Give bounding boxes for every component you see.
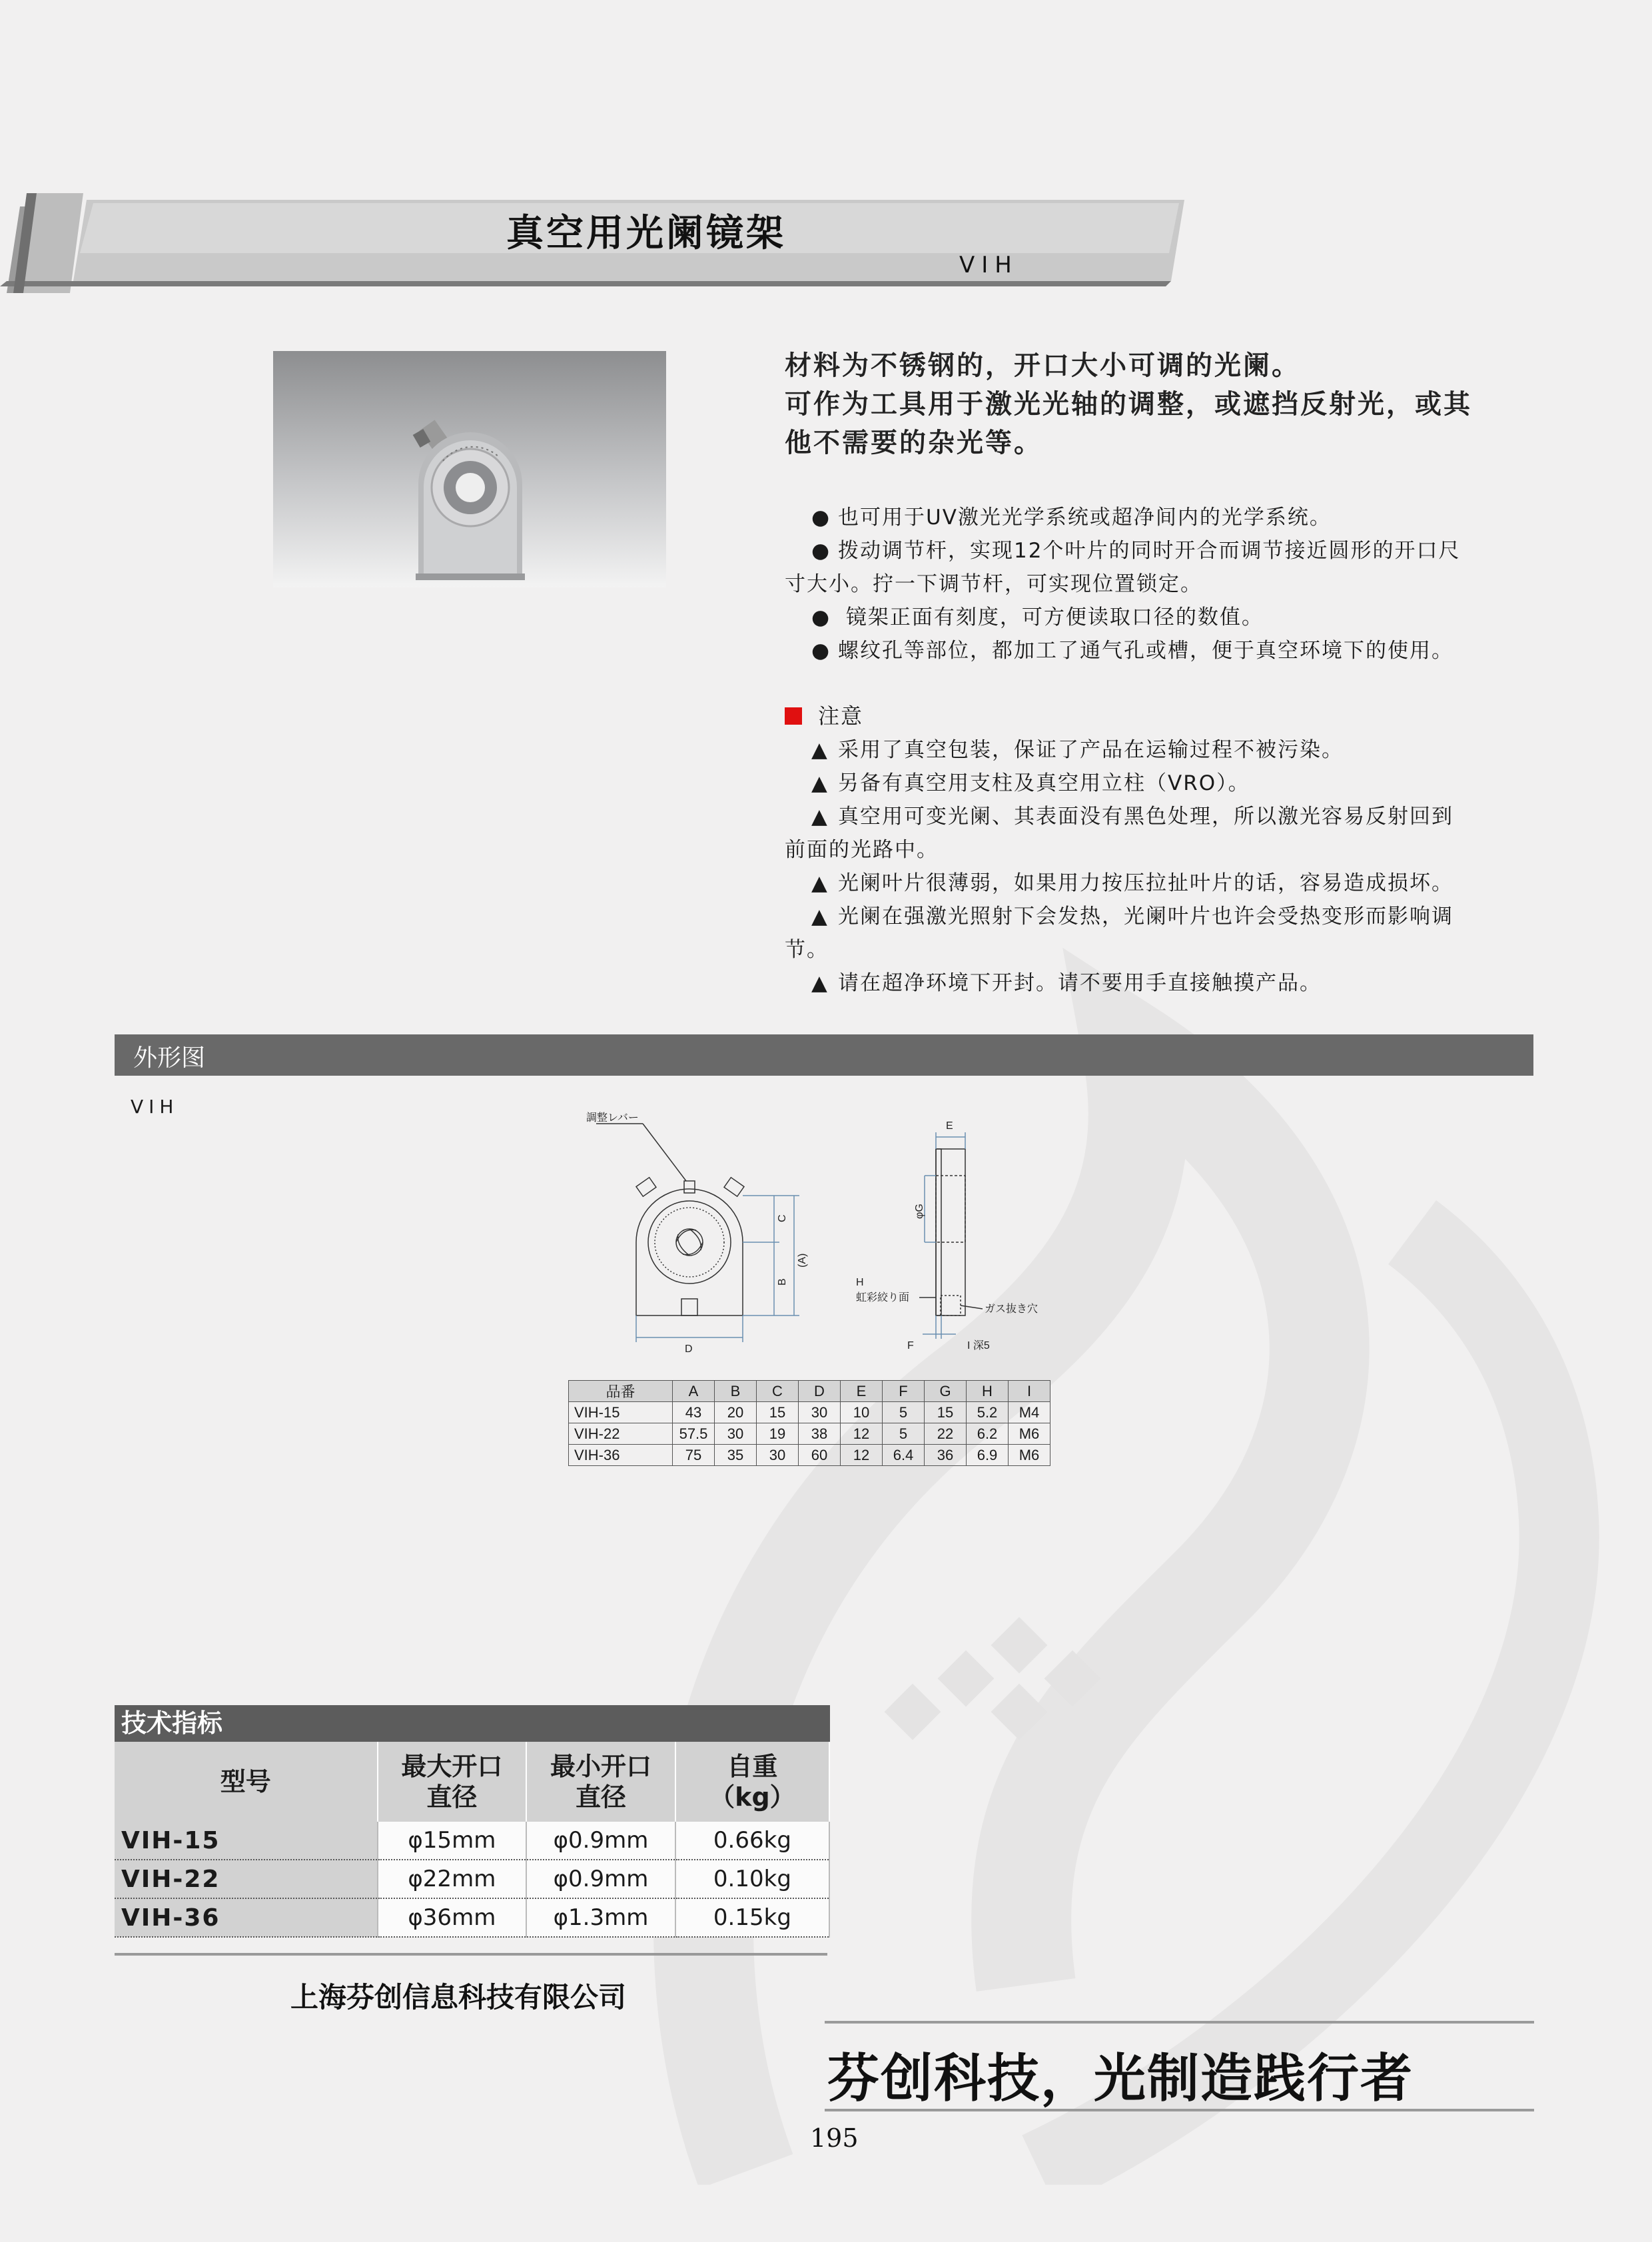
header-min-aperture: 最小开口 直径 — [526, 1742, 675, 1822]
label-e: E — [946, 1120, 953, 1132]
feature-item: ● 也可用于UV激光光学系统或超净间内的光学系统。 — [785, 501, 1537, 534]
page-title: 真空用光阑镜架 — [506, 212, 786, 255]
label-lever: 調整レバー — [586, 1112, 639, 1124]
note-item: ▲ 另备有真空用支柱及真空用立柱（VRO）。 — [785, 767, 1537, 800]
slogan: 芬创科技，光制造践行者 — [827, 2049, 1414, 2109]
table-row: VIH-36 φ36mm φ1.3mm 0.15kg — [115, 1898, 829, 1937]
table-row: VIH-15 φ15mm φ0.9mm 0.66kg — [115, 1822, 829, 1860]
note-item-cont: 节。 — [785, 938, 829, 962]
red-square-icon — [785, 707, 802, 725]
product-code: VIH — [959, 252, 1019, 278]
intro-line: 他不需要的杂光等。 — [785, 428, 1042, 458]
note-item: ▲ 请在超净环境下开封。请不要用手直接触摸产品。 — [785, 966, 1537, 1000]
header-max-aperture: 最大开口 直径 — [378, 1742, 526, 1822]
bullet-icon: ● — [811, 539, 831, 563]
table-row: VIH-22 φ22mm φ0.9mm 0.10kg — [115, 1860, 829, 1898]
section-bar — [115, 1034, 1533, 1076]
note-item-cont: 前面的光路中。 — [785, 838, 939, 862]
table-row: VIH-36 75 35 30 60 12 6.4 36 6.9 M6 — [569, 1445, 1050, 1466]
intro-line: 材料为不锈钢的，开口大小可调的光阑。 — [785, 350, 1300, 381]
triangle-icon: ▲ — [811, 805, 829, 829]
divider — [825, 2109, 1534, 2111]
label-c: C — [777, 1214, 788, 1222]
note-item: ▲ 采用了真空包装，保证了产品在运输过程不被污染。 — [785, 733, 1537, 767]
dimension-drawing — [560, 1109, 1079, 1375]
intro-text — [785, 346, 1544, 462]
triangle-icon: ▲ — [811, 738, 829, 762]
triangle-icon: ▲ — [811, 771, 829, 795]
dimension-table — [568, 1380, 1050, 1466]
label-a: (A) — [797, 1253, 808, 1268]
feature-item-cont: 寸大小。拧一下调节杆，可实现位置锁定。 — [785, 572, 1202, 596]
feature-item: ● 镜架正面有刻度，可方便读取口径的数值。 — [785, 601, 1537, 634]
triangle-icon: ▲ — [811, 905, 829, 929]
dim-header-row: 品番 A B C D E F G H I — [569, 1381, 1050, 1402]
notes-heading: 注意 — [785, 699, 863, 730]
label-g: φG — [914, 1204, 925, 1219]
section-title: 外形图 — [133, 1044, 206, 1072]
bullet-icon: ● — [811, 605, 831, 629]
note-item: ▲ 光阑在强激光照射下会发热，光阑叶片也许会受热变形而影响调 — [785, 900, 1537, 933]
section-sub: VIH — [131, 1096, 179, 1118]
table-row: VIH-22 57.5 30 19 38 12 5 22 6.2 M6 — [569, 1423, 1050, 1445]
feature-list — [785, 501, 1537, 667]
feature-item: ● 螺纹孔等部位，都加工了通气孔或槽，便于真空环境下的使用。 — [785, 634, 1537, 667]
triangle-icon: ▲ — [811, 971, 829, 995]
page-number: 195 — [810, 2123, 859, 2153]
spec-header-row — [115, 1742, 829, 1822]
label-h: H — [856, 1277, 864, 1288]
product-photo — [273, 351, 666, 587]
company-name: 上海芬创信息科技有限公司 — [290, 1981, 627, 2014]
note-item: ▲ 真空用可变光阑、其表面没有黑色处理，所以激光容易反射回到 — [785, 800, 1537, 833]
label-d: D — [685, 1343, 693, 1355]
notes-list — [785, 733, 1537, 1000]
label-i: I 深5 — [967, 1340, 990, 1351]
header-model: 型号 — [115, 1742, 378, 1822]
table-row: VIH-15 43 20 15 30 10 5 15 5.2 M4 — [569, 1402, 1050, 1423]
label-gas: ガス抜き穴 — [985, 1304, 1038, 1315]
feature-item: ● 拨动调节杆，实现12个叶片的同时开合而调节接近圆形的开口尺 — [785, 534, 1537, 567]
intro-line: 可作为工具用于激光光轴的调整，或遮挡反射光，或其 — [785, 389, 1472, 420]
label-iris: 虹彩絞り面 — [856, 1292, 910, 1304]
bullet-icon: ● — [811, 506, 831, 530]
note-item: ▲ 光阑叶片很薄弱，如果用力按压拉扯叶片的话，容易造成损坏。 — [785, 867, 1537, 900]
bullet-icon: ● — [811, 639, 831, 663]
triangle-icon: ▲ — [811, 871, 829, 895]
spec-section — [115, 1705, 830, 1938]
divider — [115, 1953, 827, 1956]
divider — [825, 2021, 1534, 2024]
spec-table — [115, 1742, 830, 1938]
spec-title: 技术指标 — [115, 1705, 830, 1742]
label-b: B — [777, 1278, 788, 1286]
label-f: F — [907, 1340, 914, 1351]
header-weight: 自重 （kg） — [675, 1742, 829, 1822]
